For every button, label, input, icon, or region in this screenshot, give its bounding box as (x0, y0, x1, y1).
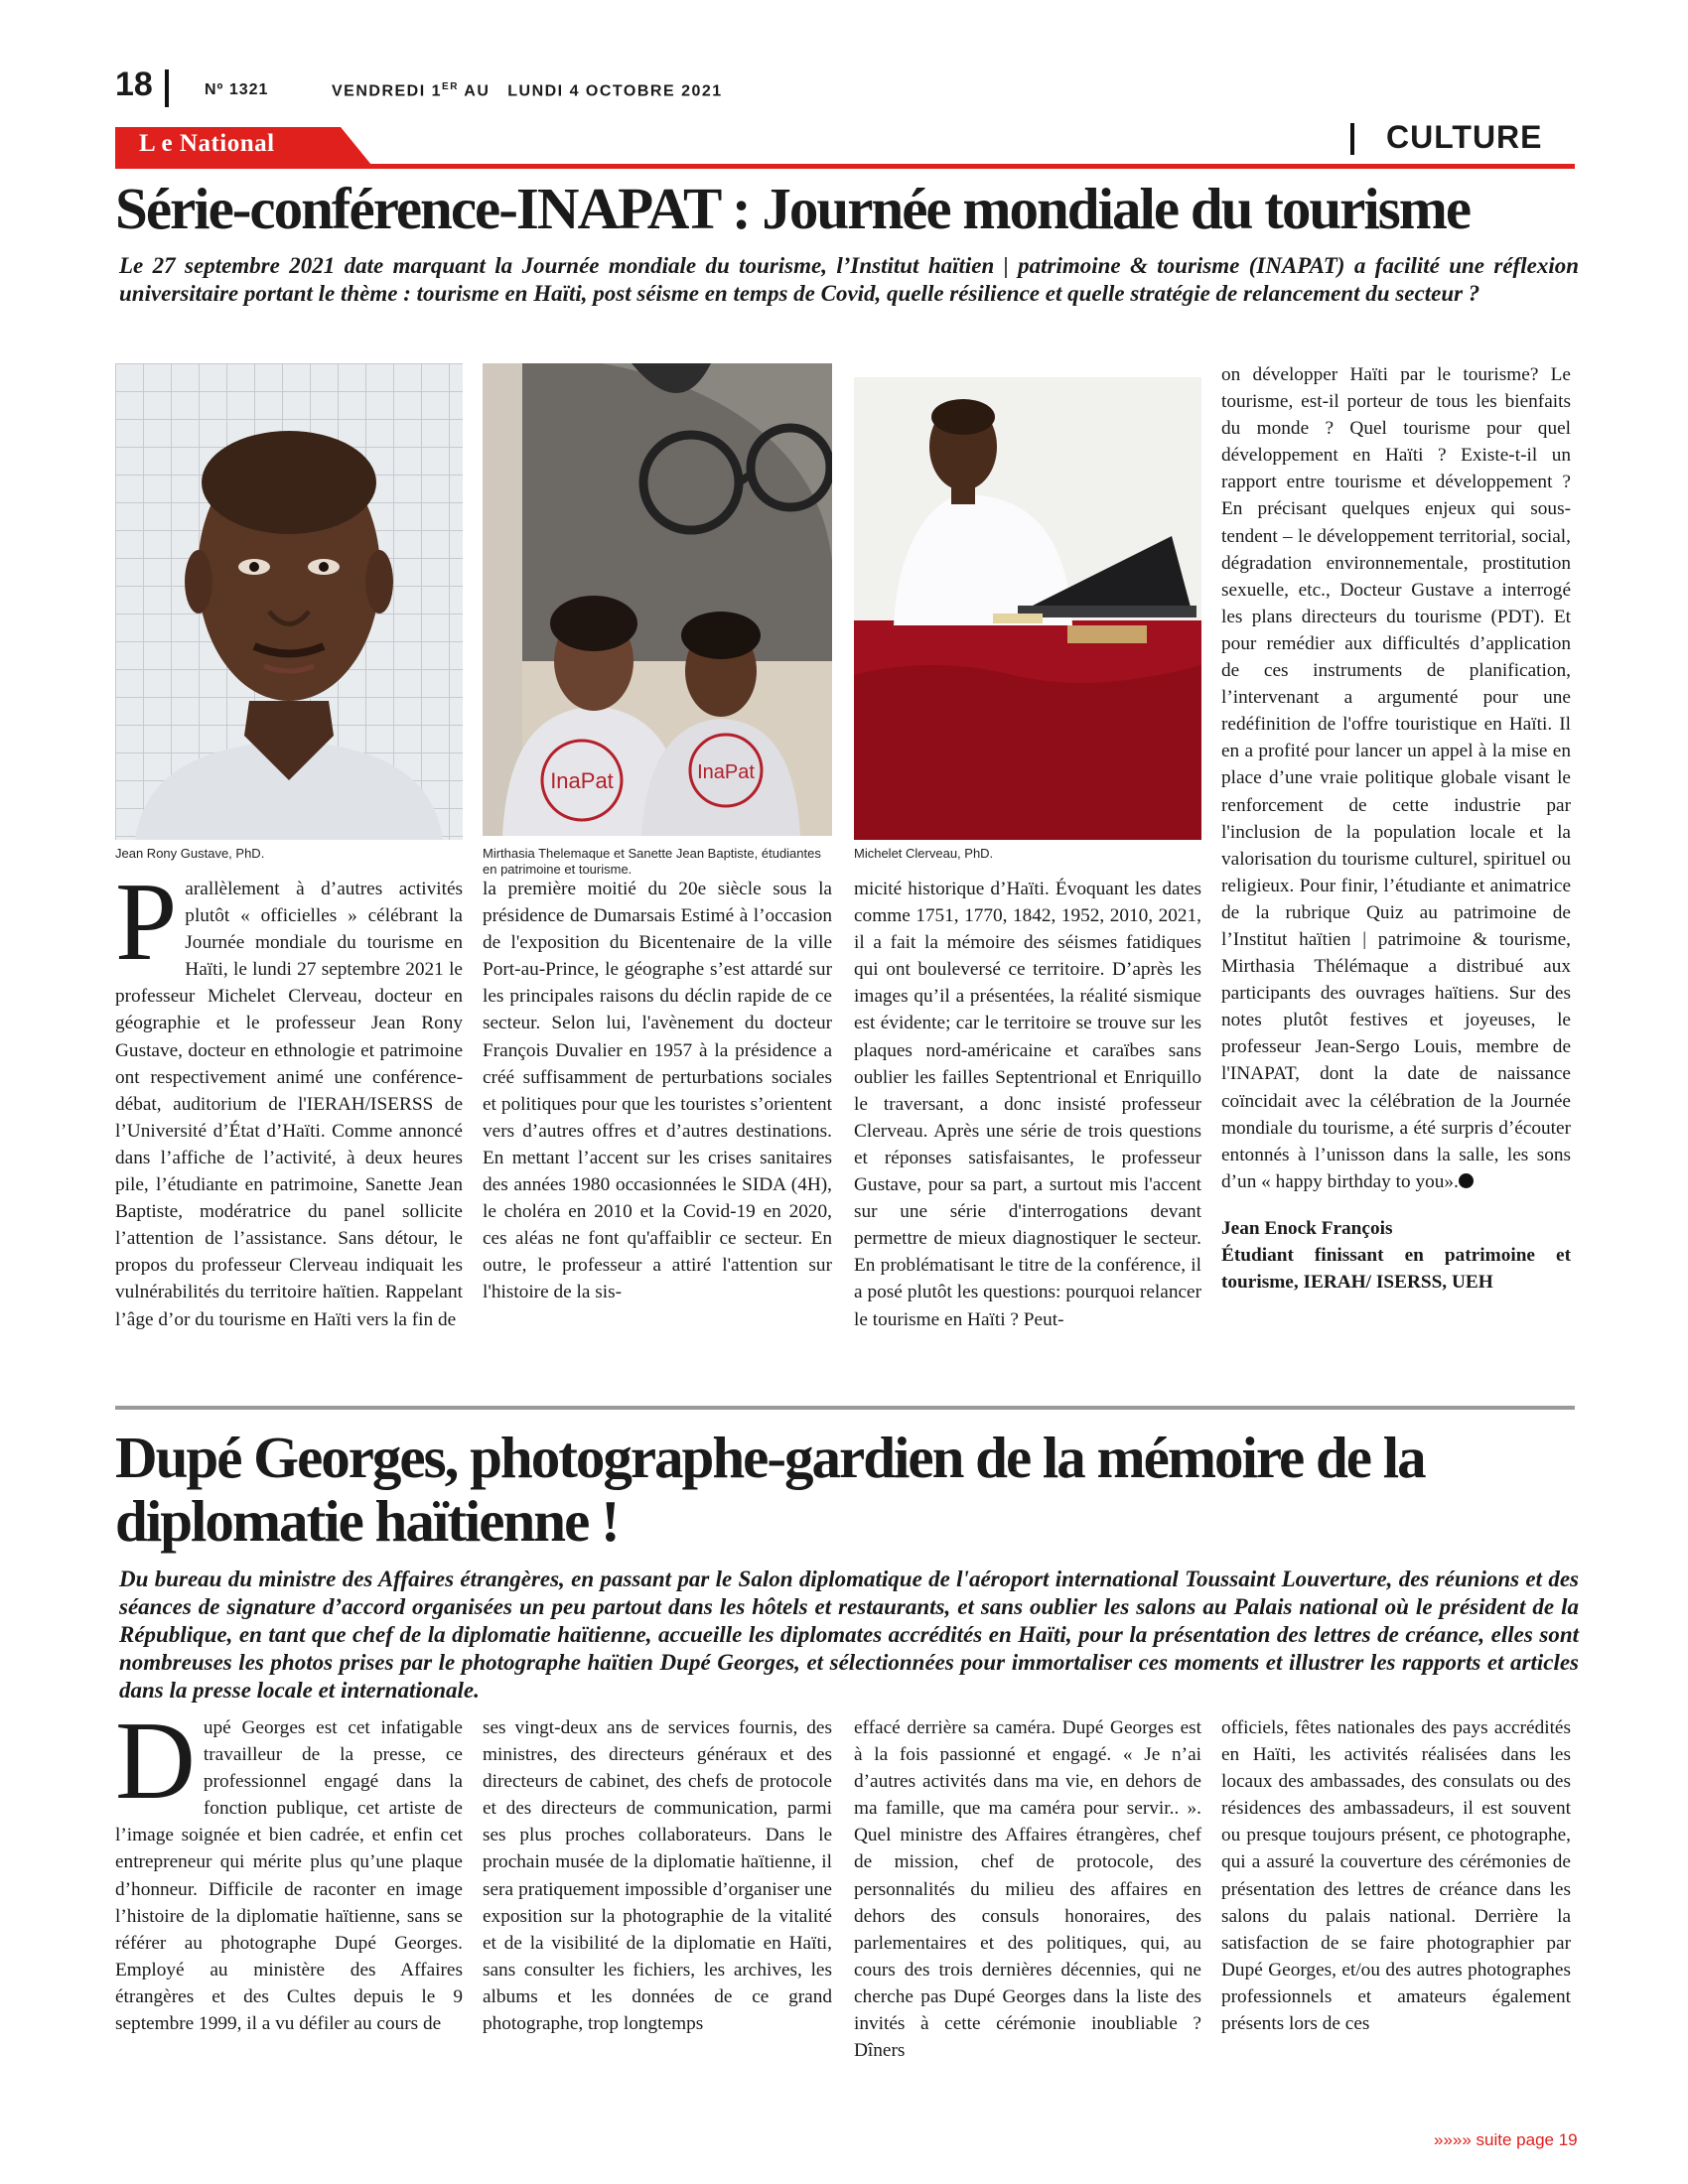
author-title: Étudiant finissant en patrimoine et tourisme, IERAH/ ISERSS, UEH (1221, 1245, 1571, 1294)
end-mark-icon (1459, 1173, 1474, 1188)
header-divider (165, 69, 169, 107)
shirt-logo-text: InaPat (550, 768, 614, 793)
continued-link[interactable]: »»»» suite page 19 (1434, 2130, 1578, 2149)
article1-title: Série-conférence-INAPAT : Journée mondiale du tourisme (115, 176, 1471, 241)
article2-column-1: Dupé Georges est cet infatigable travailleur de la presse, ce professionnel engagé dans la fonction publique, cet artiste de l’image soignée et bien cadrée, et enfin cet entrepreneur qui mérite plus qu’une plaque d’honneur. Difficile de raconter en image l’histoire de la diplomatie haïtienne, sans se référer au photographe Dupé Georges. Employé au ministère des Affaires étrangères et des Cultes depuis le 9 septembre 1999, il a vu défiler au cours de (115, 1700, 463, 2035)
photo-caption: Jean Rony Gustave, PhD. (115, 846, 265, 861)
drop-cap: D (115, 1700, 196, 1823)
article2-lead: Du bureau du ministre des Affaires étrangères, en passant par le Salon diplomatique de l'aéroport international Toussaint Louverture, des réunions et des séances de signature d’accord organisées un peu partout dans les hôtels et restaurants, et sans oublier les salons au Palais national où le président de la République, en tant que chef de la diplomatie haïtienne, accueille les diplomates accrédités en Haïti, pour la présentation des lettres de créance, elles sont nombreuses les photos prises par le photographe haïtien Dupé Georges, et sélectionnées pour immortaliser ces moments et illustrer les rapports et articles dans la presse locale et internationale. (119, 1567, 1579, 1703)
page-number: 18 (115, 66, 153, 103)
article2-column-4: officiels, fêtes nationales des pays accrédités en Haïti, les activités réalisées dans les locaux des ambassades, des consulats ou des résidences des ambassadeurs, il est souvent ou presque toujours présent, ce photographe, qui a assuré la couverture des cérémonies de présentation des lettres de créance dans les salons du palais national. Derrière la satisfaction de se faire photographier par Dupé Georges, et/ou des autres photographes professionnels et amateurs également présents lors de ces (1221, 1717, 1571, 2035)
article2-column-3: effacé derrière sa caméra. Dupé Georges est à la fois passionné et engagé. « Je n’ai d’autres activités dans ma vie, en dehors de ma famille, que ma caméra pour servir.. ». Quel ministre des Affaires étrangères, chef de mission, chef de protocole, des personnalités du milieu des affaires en dehors des consuls honoraires, des parlementaires et des politiques, qui, au cours des trois dernières décennies, qui ne cherche pas Dupé Georges dans la liste des invités à cette cérémonie inoubliable ? Dîners (854, 1717, 1201, 2062)
drop-cap: P (115, 861, 178, 984)
article1-lead: Le 27 septembre 2021 date marquant la Journée mondiale du tourisme, l’Institut haïtien | patrimoine & tourisme (INAPAT) a facilité une réflexion universitaire portant le thème : tourisme en Haïti, post séisme en temps de Covid, quelle résilience et quelle stratégie de relancement du secteur ? (119, 253, 1579, 306)
photo-caption: Mirthasia Thelemaque et Sanette Jean Baptiste, étudiantes en patrimoine et tourisme. (483, 846, 821, 877)
article1-column-1: Parallèlement à d’autres activités plutôt « officielles » célébrant la Journée mondiale du tourisme en Haïti, le lundi 27 septembre 2021 le professeur Michelet Clerveau, docteur en géographie et le professeur Jean Rony Gustave, docteur en ethnologie et patrimoine ont respectivement animé une conférence-débat, auditorium de l'IERAH/ISERSS de l’Université d’État d’Haïti. Comme annoncé dans l’affiche de l’activité, à deux heures pile, l’étudiante en patrimoine, Sanette Jean Baptiste, modératrice du panel sollicite l’attention de l’assistance. Sans détour, le propos du professeur Clerveau indiquait les vulnérabilités du territoire haïtien. Rappelant l’âge d’or du tourisme en Haïti vers la fin de (115, 861, 463, 1330)
article1-column-3: micité historique d’Haïti. Évoquant les dates comme 1751, 1770, 1842, 1952, 2010, 2021, il a fait la mémoire des séismes fatidiques qui ont bouleversé ce territoire. D’après les images qu’il a présentées, la réalité sismique est évidente; car le territoire se trouve sur les plaques nord-américaine et caraïbes sans oublier les failles Septentrional et Enriquillo le traversant, a donc insisté professeur Clerveau. Après une série de trois questions et réponses satisfaisantes, le professeur Gustave, pour sa part, a surtout mis l'accent sur une série d'interrogations devant permettre de mieux diagnostiquer le secteur. En problématisant le titre de la conférence, il a posé plutôt les questions: pourquoi relancer le tourisme en Haïti ? Peut- (854, 879, 1201, 1330)
shirt-logo-text: InaPat (697, 761, 755, 783)
photo-michelet-clerveau (854, 377, 1201, 840)
author-name: Jean Enock François (1221, 1217, 1393, 1239)
article1-column-4: on développer Haïti par le tourisme? Le tourisme, est-il porteur de tous les bienfaits du monde ? Quel tourisme pour quel développement en Haïti ? Existe-t-il un rapport entre tourisme et développement ? En précisant quelques enjeux qui sous-tendent – le développement territorial, social, dégradation environnementale, prostitution sexuelle, etc., Docteur Gustave a interrogé les plans directeurs du tourisme (PDT). Et pour remédier aux difficultés d’application de ces instruments de planification, l’intervenant a argumenté pour une redéfinition de l'offre touristique en Haïti. Il en a profité pour lancer un appel à la mise en place d’une vraie politique globale visant le renforcement de cette industrie par l'inclusion de la population locale et la valorisation du tourisme culturel, spirituel ou religieux. Pour finir, l’étudiante et animatrice de la rubrique Quiz au patrimoine de l’Institut haïtien | patrimoine & tourisme, Mirthasia Thélémaque a distribué aux participants des ouvrages haïtiens. Sur des notes plutôt festives et joyeuses, le professeur Jean-Sergo Louis, membre de l'INAPAT, dont la date de naissance coïncidait avec la célébration de la Journée mondiale du tourisme, a été surpris d’écouter entonnés à l’unisson dans la salle, les sons d’un « happy birthday to you». Jean Enock François Étudiant finissant en patrimoine et tourisme, IERAH/ ISERSS, UEH (1221, 361, 1571, 1394)
article-separator (115, 1406, 1575, 1410)
section-divider (1350, 123, 1354, 155)
brand-logo-text: L e National (139, 130, 275, 157)
issue-date: VENDREDI 1ER AU LUNDI 4 OCTOBRE 2021 (332, 81, 723, 100)
issue-number: Nº 1321 (205, 81, 269, 98)
section-label: CULTURE (1386, 119, 1543, 155)
article1-column-2: la première moitié du 20e siècle sous la présidence de Dumarsais Estimé à l’occasion de l'exposition du Bicentenaire de la ville Port-au-Prince, le géographe s’est attardé sur les principales raisons du déclin rapide de ce secteur. Selon lui, l'avènement du docteur François Duvalier en 1957 à la présidence a créé suffisamment de perturbations sociales et politiques pour que les touristes s’orientent vers d’autres offres et d’autres destinations. En mettant l’accent sur les crises sanitaires des années 1980 occasionnées le SIDA (4H), le choléra en 2010 et la Covid-19 en 2020, ces aléas ne font qu'affaiblir ce secteur. En outre, le professeur a attiré l'attention sur l'histoire de la sis- (483, 879, 832, 1303)
photo-caption: Michelet Clerveau, PhD. (854, 846, 994, 861)
photo-students (483, 363, 832, 836)
article2-column-2: ses vingt-deux ans de services fournis, des ministres, des directeurs généraux et des directeurs de cabinet, des chefs de protocole et des directeurs de communication, parmi ses plus proches collaborateurs. Dans le prochain musée de la diplomatie haïtienne, il sera pratiquement impossible d’organiser une exposition sur la photographie de la vitalité et de la visibilité de la diplomatie en Haïti, sans consulter les fichiers, les archives, les albums et les données de ce grand photographe, trop longtemps (483, 1717, 832, 2035)
article2-title: Dupé Georges, photographe-gardien de la mémoire de la diplomatie haïtienne ! (115, 1425, 1425, 1554)
header-rule (115, 164, 1575, 169)
photo-jean-rony-gustave (115, 363, 463, 840)
